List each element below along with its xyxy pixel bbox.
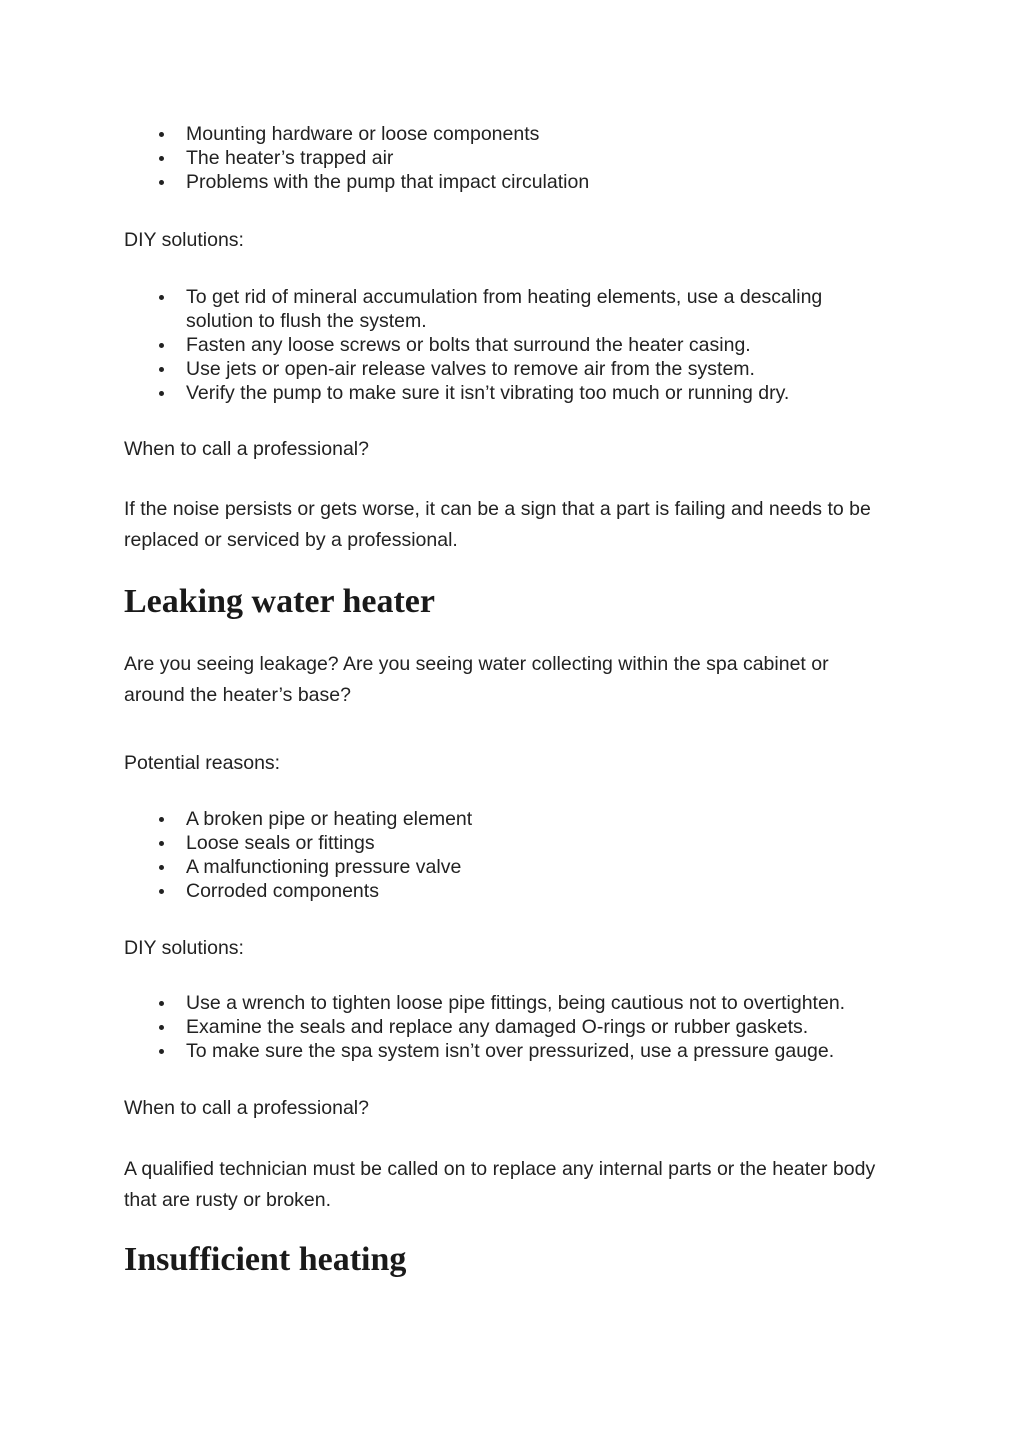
list-item: Loose seals or fittings <box>186 831 886 855</box>
bullet-list-diy-leak <box>186 991 886 1063</box>
paragraph-technician: A qualified technician must be called on to replace any internal parts or the heater body that are rusty or broken. <box>124 1158 876 1211</box>
list-item: Mounting hardware or loose components <box>186 122 886 146</box>
list-item: Fasten any loose screws or bolts that surround the heater casing. <box>186 333 886 357</box>
diy-solutions-label: DIY solutions: <box>124 229 244 251</box>
diy-solutions-label: DIY solutions: <box>124 937 244 959</box>
list-item: Use a wrench to tighten loose pipe fittings, being cautious not to overtighten. <box>186 991 886 1015</box>
section-heading-insufficient: Insufficient heating <box>124 1241 407 1278</box>
potential-reasons-label: Potential reasons: <box>124 752 281 774</box>
list-item: Use jets or open-air release valves to remove air from the system. <box>186 357 886 381</box>
list-item: Problems with the pump that impact circulation <box>186 170 886 194</box>
list-item: To get rid of mineral accumulation from heating elements, use a descaling solution to flush the system. <box>186 285 866 333</box>
when-to-call-label: When to call a professional? <box>124 1097 369 1119</box>
list-item: Verify the pump to make sure it isn’t vibrating too much or running dry. <box>186 381 886 405</box>
bullet-list-diy-noise <box>186 285 886 405</box>
bullet-list-causes <box>186 122 886 194</box>
when-to-call-label: When to call a professional? <box>124 438 369 460</box>
list-item: To make sure the spa system isn’t over pressurized, use a pressure gauge. <box>186 1039 886 1063</box>
bullet-list-reasons <box>186 807 886 903</box>
list-item: The heater’s trapped air <box>186 146 886 170</box>
paragraph-noise: If the noise persists or gets worse, it can be a sign that a part is failing and needs to be replaced or serviced by a professional. <box>124 498 871 551</box>
paragraph-leak-intro: Are you seeing leakage? Are you seeing water collecting within the spa cabinet or around the heater’s base? <box>124 653 829 706</box>
list-item: A broken pipe or heating element <box>186 807 886 831</box>
list-item: Corroded components <box>186 879 886 903</box>
list-item: Examine the seals and replace any damaged O-rings or rubber gaskets. <box>186 1015 886 1039</box>
section-heading-leaking: Leaking water heater <box>124 583 435 620</box>
list-item: A malfunctioning pressure valve <box>186 855 886 879</box>
